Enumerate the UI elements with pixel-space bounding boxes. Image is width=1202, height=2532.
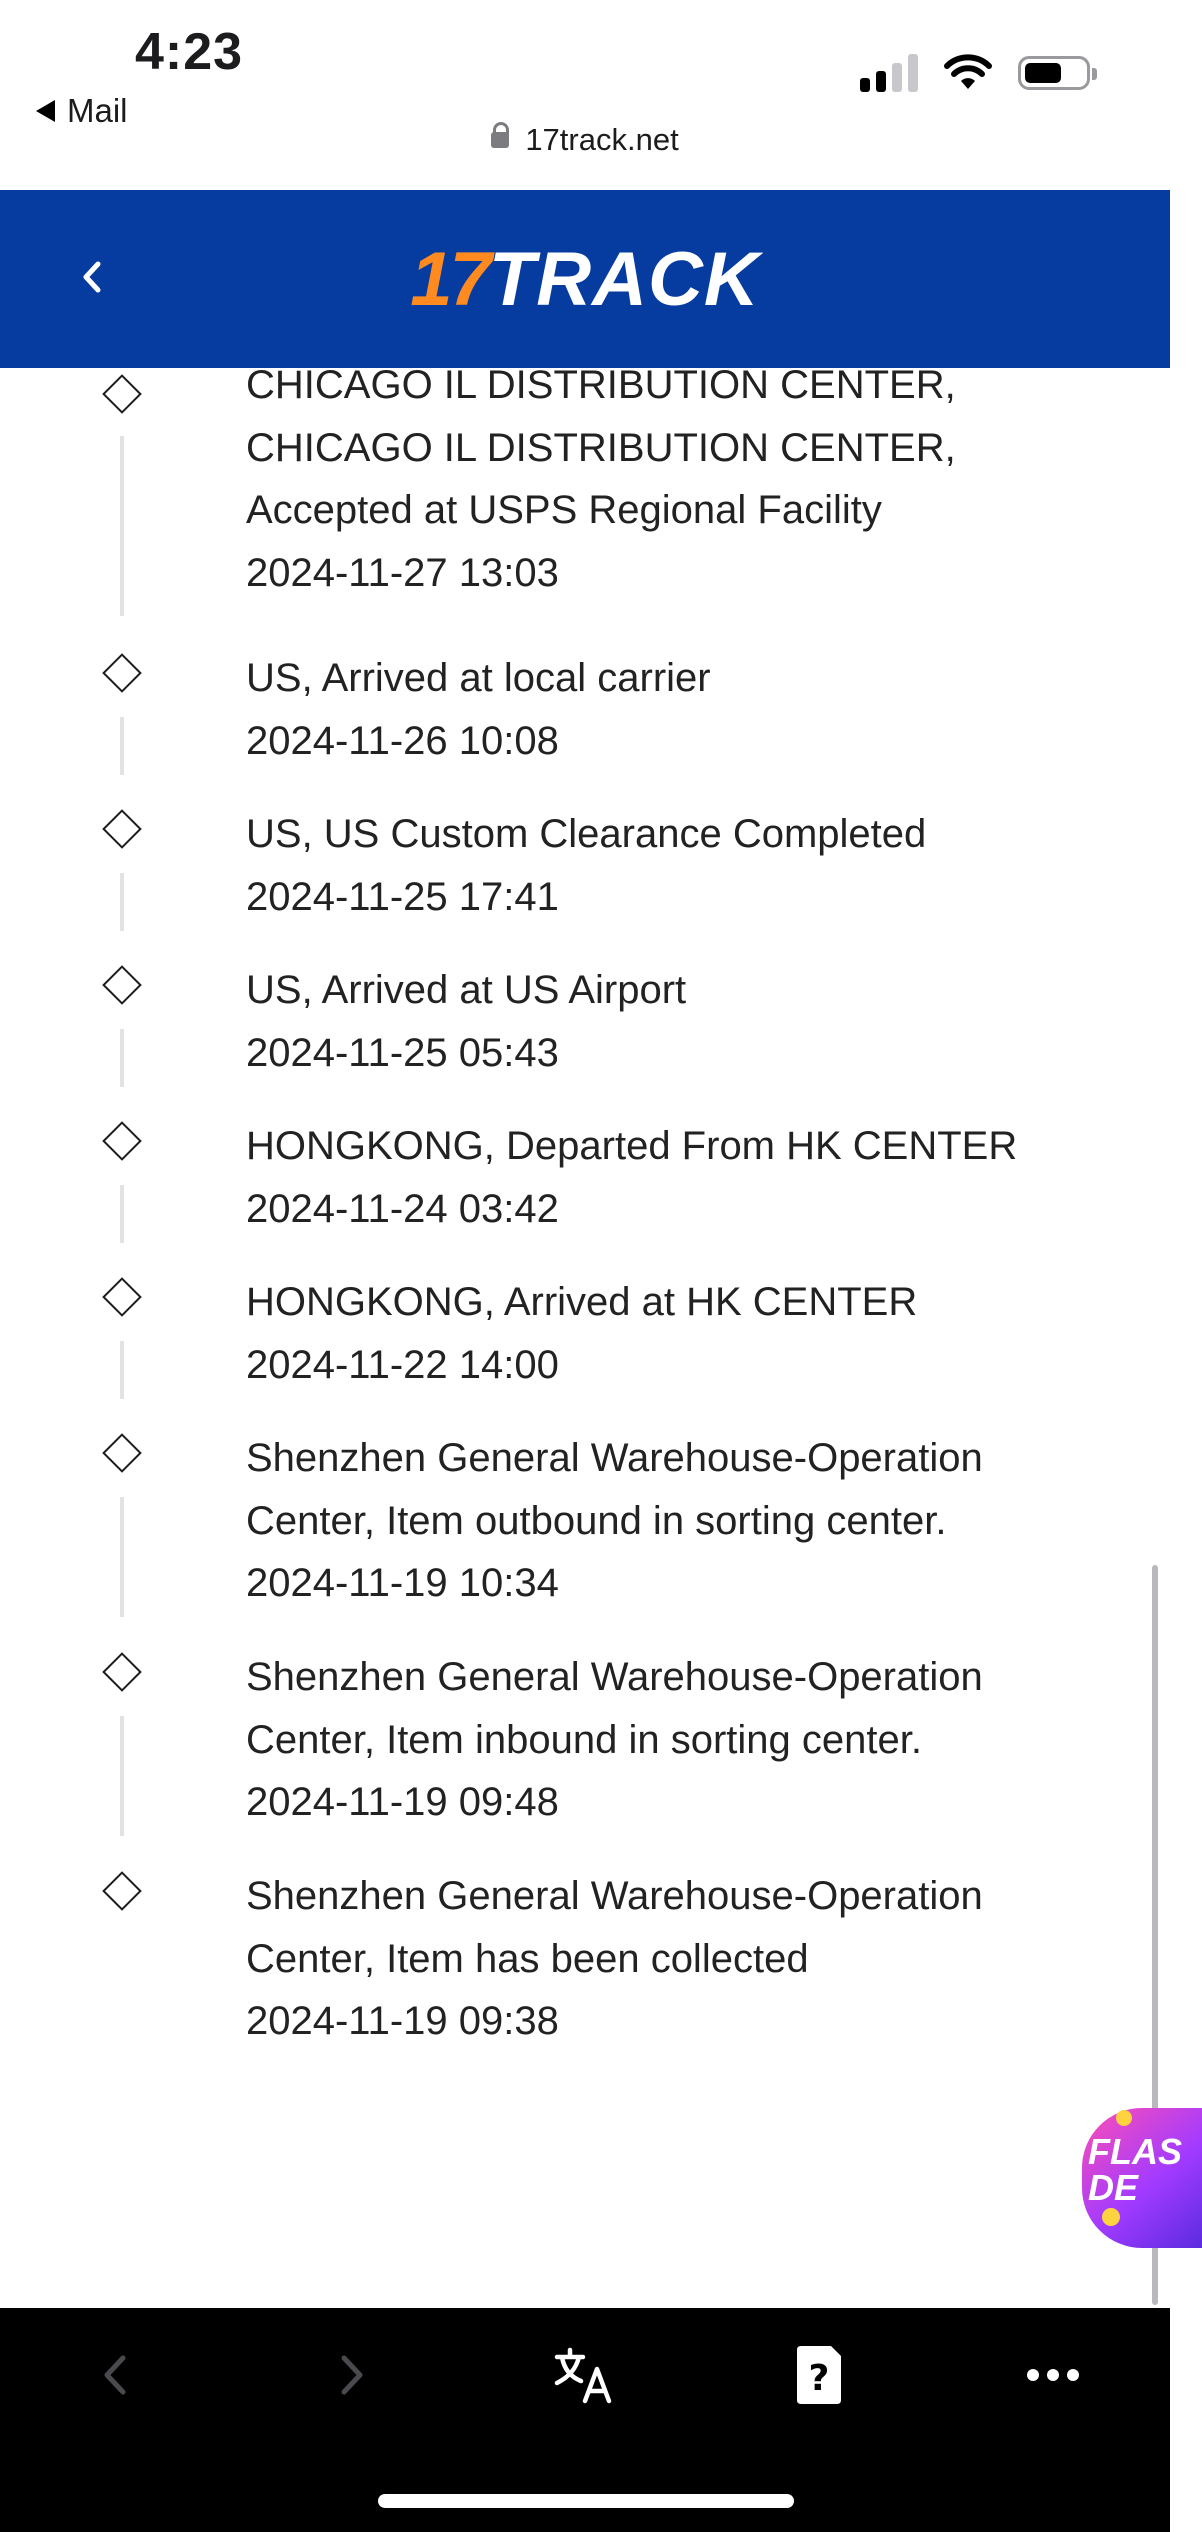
timeline-marker-icon [102,1652,142,1692]
lock-icon [491,132,509,154]
17track-logo[interactable] [0,190,1170,368]
event-description: Center, Item has been collected [246,1936,809,1981]
more-icon[interactable] [1008,2340,1098,2410]
cellular-signal-icon [860,54,918,92]
logo-number: 17 [410,236,489,322]
event-description: CHICAGO IL DISTRIBUTION CENTER, Accepted at USPS Regional Facility [246,425,956,532]
translate-icon[interactable] [540,2340,630,2410]
event-timestamp: 2024-11-25 05:43 [246,1030,559,1075]
event-timestamp: 2024-11-19 09:38 [246,1999,559,2043]
flash-deal-badge[interactable] [1082,2108,1202,2248]
timeline-connector [120,436,124,616]
event-description: Center, Item outbound in sorting center. [246,1498,947,1543]
timeline-marker-icon [102,1871,142,1911]
event-location: Shenzhen General Warehouse-Operation [246,1436,983,1480]
help-icon[interactable] [774,2340,864,2410]
flash-badge-text: FLAS DE [1088,2131,1182,2208]
event-location: US, Arrived at local carrier [246,656,711,700]
svg-text:?: ? [808,2358,830,2399]
app-header [0,190,1170,368]
event-location: US, US Custom Clearance Completed [246,812,927,856]
event-timestamp: 2024-11-25 17:41 [246,874,559,919]
event-timestamp: 2024-11-19 09:48 [246,1780,559,1824]
back-app-label: Mail [67,92,128,129]
timeline-connector [120,873,124,931]
event-location: Shenzhen General Warehouse-Operation [246,1874,983,1918]
event-location: CHICAGO IL DISTRIBUTION CENTER, [246,363,956,407]
timeline-marker-icon [102,809,142,849]
tracking-timeline [0,363,1170,2308]
timeline-connector [120,1497,124,1617]
timeline-connector [120,1185,124,1243]
event-timestamp: 2024-11-22 14:00 [246,1342,559,1387]
event-timestamp: 2024-11-19 10:34 [246,1561,559,1605]
timeline-marker-icon [102,965,142,1005]
timeline-marker-icon [102,374,142,414]
event-location: Shenzhen General Warehouse-Operation [246,1655,983,1699]
battery-icon [1018,56,1090,90]
timeline-connector [120,717,124,775]
wifi-icon [944,55,992,91]
timeline-marker-icon [102,1433,142,1473]
event-timestamp: 2024-11-26 10:08 [246,718,559,763]
event-location: HONGKONG, Departed From HK CENTER [246,1124,1018,1168]
system-status-icons [860,54,1090,92]
event-location: US, Arrived at US Airport [246,968,687,1012]
url-text: 17track.net [525,122,679,157]
browser-toolbar [0,2308,1170,2532]
logo-word: TRACK [488,236,760,322]
address-bar[interactable] [0,122,1170,158]
timeline-connector [120,1341,124,1399]
status-time: 4:23 [135,23,244,81]
event-location: HONGKONG, Arrived at HK CENTER [246,1280,918,1324]
timeline-connector [120,1029,124,1087]
event-timestamp: 2024-11-24 03:42 [246,1186,559,1231]
timeline-marker-icon [102,653,142,693]
forward-icon[interactable] [305,2340,395,2410]
timeline-marker-icon [102,1277,142,1317]
event-timestamp: 2024-11-27 13:03 [246,550,559,595]
back-triangle-icon [36,100,55,122]
timeline-marker-icon [102,1121,142,1161]
status-bar [0,0,1170,190]
timeline-connector [120,1716,124,1836]
back-icon[interactable] [72,2340,162,2410]
home-indicator[interactable] [378,2494,794,2508]
event-description: Center, Item inbound in sorting center. [246,1717,922,1762]
